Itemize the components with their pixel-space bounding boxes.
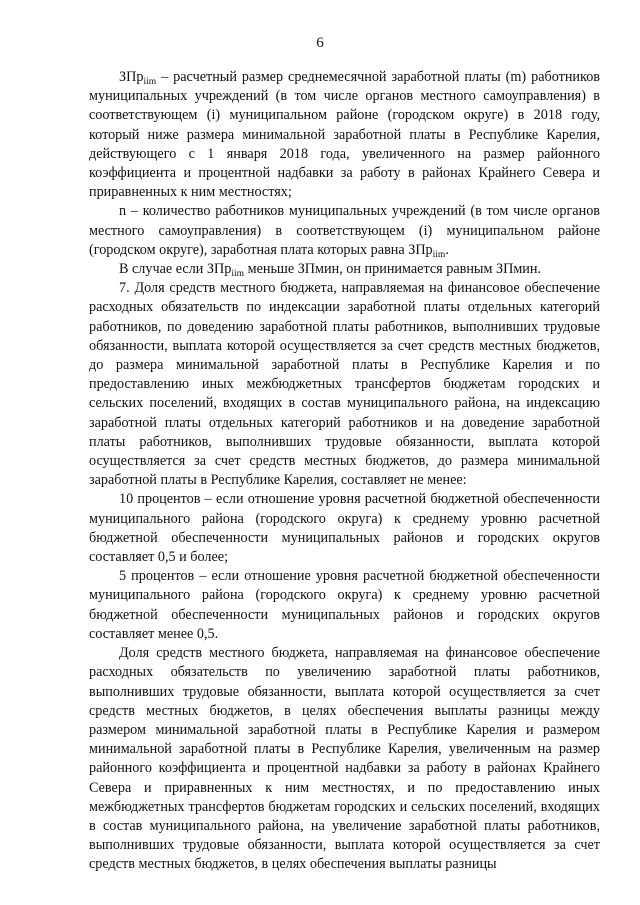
page-number: 6 [316, 35, 324, 51]
n-definition-end: . [445, 241, 449, 258]
min-condition-subscript: iim [231, 269, 245, 280]
document-body [89, 68, 600, 875]
zpr-subscript: iim [143, 77, 157, 87]
paragraph-zpr-definition [89, 68, 600, 202]
paragraph-share-increase: Доля средств местного бюджета, направляемая на финансовое обеспечение расходных обязательств по увеличению заработной платы работников, выполнивших трудовые обязанности, выплата которой осуществляется за счет средств местных бюджетов, в целях обеспечения выплаты разницы между размером минимальной заработной платы в Республике Карелия и размером минимальной заработной платы в Республике Карелия, увеличенным на размер районного коэффициента и процентной надбавки за работу в районах Крайнего Севера и приравненных к ним местностях, и по предоставлению иных межбюджетных трансфертов бюджетам городских и сельских поселений, входящих в состав муниципального района, на увеличение заработной платы работников, выполнивших трудовые обязанности, выплата которой осуществляется за счет средств местных бюджетов, в целях обеспечения выплаты разницы [89, 645, 600, 873]
paragraph-min-condition [89, 260, 600, 279]
min-condition-prefix: В случае если ЗПр [119, 261, 232, 278]
min-condition-text: меньше ЗПмин, он принимается равным ЗПмин. [244, 261, 542, 278]
zpr-definition-text: – расчетный размер среднемесячной заработной платы (m) работников муниципальных учреждений (в том числе органов местного самоуправления) в соответствующем (i) муниципальном районе (городском округе) в 2018 году, который ниже размера минимальной заработной платы в Республике Карелия, действующего с 1 января 2018 года, увеличенного на размер районного коэффициента и процентной надбавки за работу в районах Крайнего Севера и приравненных к ним местностях; [89, 69, 600, 201]
n-zpr-subscript: iim [432, 249, 446, 260]
paragraph-item-7: 7. Доля средств местного бюджета, направляемая на финансовое обеспечение расходных обязательств по индексации заработной платы отдельных категорий работников, по доведению заработной платы работников, выполнивших трудовые обязанности, выплата которой осуществляется за счет средств местных бюджетов, до размера минимальной заработной платы в Республике Карелия и по предоставлению иных межбюджетных трансфертов бюджетам городских и сельских поселений, входящих в состав муниципального района, на индексацию заработной платы отдельных категорий работников и на доведение заработной платы работников, выполнивших трудовые обязанности, выплата которой осуществляется за счет средств местных бюджетов, до размера минимальной заработной платы в Республике Карелия, составляет не менее: [89, 280, 600, 489]
paragraph-n-definition [89, 202, 600, 260]
paragraph-10-percent: 10 процентов – если отношение уровня расчетной бюджетной обеспеченности муниципального района (городского округа) к среднему уровню расчетной бюджетной обеспеченности муниципальных районов и городских округов составляет 0,5 и более; [89, 491, 600, 566]
n-definition-text: n – количество работников муниципальных учреждений (в том числе органов местного самоуправления) в соответствующем (i) муниципальном районе (городском округе), заработная плата которых равна ЗПр [89, 203, 600, 258]
paragraph-5-percent: 5 процентов – если отношение уровня расчетной бюджетной обеспеченности муниципального района (городского округа) к среднему уровню расчетной бюджетной обеспеченности муниципальных районов и городских округов составляет менее 0,5. [89, 568, 600, 642]
zpr-symbol: ЗПр [119, 69, 144, 85]
